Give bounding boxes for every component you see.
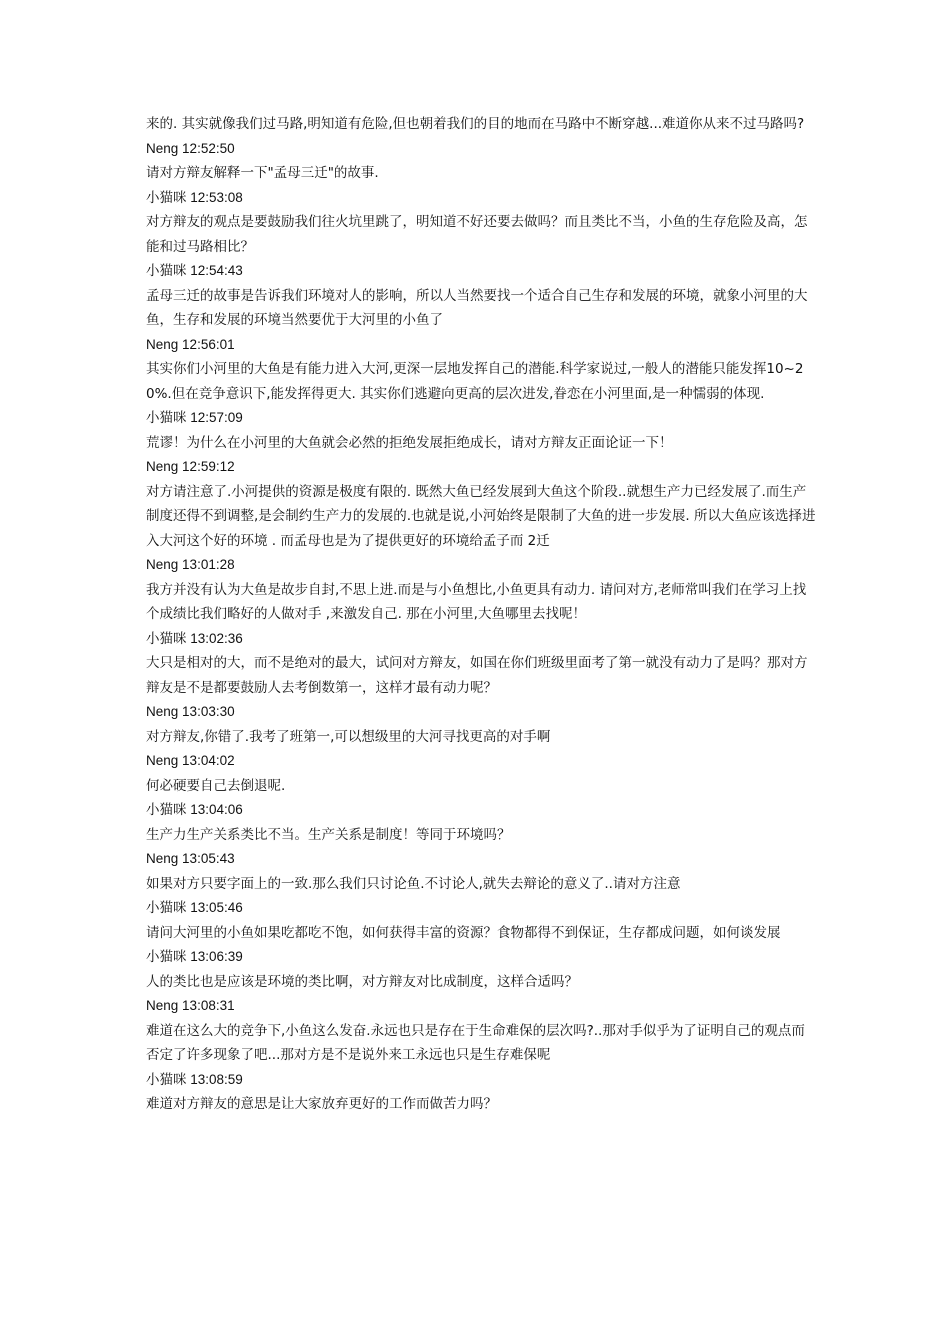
chat-entry [146, 847, 816, 896]
message-timestamp: 12:56:01 [182, 336, 235, 352]
chat-entry [146, 553, 816, 627]
message-text: 对方辩友,你错了.我考了班第一,可以想级里的大河寻找更高的对手啊 [146, 728, 551, 745]
message-timestamp: 13:02:36 [190, 630, 243, 646]
message-timestamp: 13:03:30 [182, 704, 235, 719]
chat-entry [146, 749, 816, 798]
chat-entry [146, 798, 816, 847]
message-text: 其实你们小河里的大鱼是有能力进入大河,更深一层地发挥自己的潜能.科学家说过,一般人的潜能只能发挥10~20%.但在竞争意识下,能发挥得更大. 其实你们逃避向更高的层次进发,眷恋在小河里面,是一种懦弱的体现. [146, 361, 804, 402]
message-timestamp: 13:08:31 [182, 998, 235, 1013]
speaker-name: 小猫咪 [146, 900, 187, 915]
message-timestamp: 12:54:43 [190, 263, 243, 278]
chat-entry [146, 945, 816, 994]
chat-entry [146, 896, 816, 945]
message-text: 我方并没有认为大鱼是故步自封,不思上进.而是与小鱼想比,小鱼更具有动力. 请问对方,老师常叫我们在学习上找个成绩比我们略好的人做对手 ,来激发自己. 那在小河里,大鱼哪里去找呢！ [146, 581, 807, 622]
speaker-name: 小猫咪 [146, 802, 187, 817]
chat-entry [146, 455, 816, 553]
message-timestamp: 13:04:06 [190, 802, 243, 817]
chat-entry [146, 259, 816, 333]
speaker-name: Neng [146, 998, 179, 1013]
message-text: 请问大河里的小鱼如果吃都吃不饱，如何获得丰富的资源？食物都得不到保证，生存都成问题，如何谈发展 [146, 924, 781, 941]
message-text: 何必硬要自己去倒退呢. [146, 777, 286, 794]
message-timestamp: 13:05:46 [190, 900, 243, 915]
message-text: 生产力生产关系类比不当。生产关系是制度！等同于环境吗？ [146, 826, 511, 843]
speaker-name: 小猫咪 [146, 1071, 187, 1087]
speaker-name: Neng [146, 851, 179, 866]
message-text: 难道在这么大的竞争下,小鱼这么发奋.永远也只是存在于生命难保的层次吗?..那对手似乎为了证明自己的观点而否定了许多现象了吧...那对方是不是说外来工永远也只是生存难保呢 [146, 1022, 805, 1063]
speaker-line [146, 455, 816, 480]
speaker-line [146, 945, 816, 970]
message-timestamp: 12:53:08 [190, 189, 243, 205]
chat-entry [146, 137, 816, 186]
chat-entry [146, 186, 816, 260]
message-text: 孟母三迁的故事是告诉我们环境对人的影响，所以人当然要找一个适合自己生存和发展的环境，就象小河里的大鱼，生存和发展的环境当然要优于大河里的小鱼了 [146, 287, 808, 328]
speaker-name: 小猫咪 [146, 949, 187, 964]
speaker-name: 小猫咪 [146, 410, 187, 425]
message-text: 人的类比也是应该是环境的类比啊，对方辩友对比成制度，这样合适吗？ [146, 973, 578, 990]
speaker-name: Neng [146, 336, 179, 352]
message-text: 对方辩友的观点是要鼓励我们往火坑里跳了，明知道不好还要去做吗？而且类比不当，小鱼的生存危险及高，怎能和过马路相比？ [146, 214, 808, 255]
speaker-line [146, 137, 816, 162]
message-text: 难道对方辩友的意思是让大家放弃更好的工作而做苦力吗？ [146, 1096, 497, 1112]
speaker-name: Neng [146, 704, 179, 719]
speaker-line [146, 798, 816, 823]
speaker-name: Neng [146, 459, 179, 474]
message-text: 如果对方只要字面上的一致.那么我们只讨论鱼.不讨论人,就失去辩论的意义了..请对方注意 [146, 875, 681, 892]
message-timestamp: 13:06:39 [190, 949, 243, 964]
message-timestamp: 13:05:43 [182, 851, 235, 866]
speaker-line [146, 627, 816, 652]
chat-entry [146, 112, 816, 137]
chat-entry [146, 333, 816, 407]
speaker-line [146, 259, 816, 284]
message-text: 大只是相对的大，而不是绝对的最大，试问对方辩友，如国在你们班级里面考了第一就没有动力了是吗？那对方辩友是不是都要鼓励人去考倒数第一，这样才最有动力呢？ [146, 655, 808, 696]
speaker-line [146, 1068, 816, 1093]
message-text: 荒谬！为什么在小河里的大鱼就会必然的拒绝发展拒绝成长，请对方辩友正面论证一下！ [146, 434, 673, 451]
speaker-line [146, 749, 816, 774]
speaker-line [146, 847, 816, 872]
chat-entry [146, 700, 816, 749]
speaker-line [146, 553, 816, 578]
speaker-line [146, 994, 816, 1019]
message-text: 对方请注意了.小河提供的资源是极度有限的. 既然大鱼已经发展到大鱼这个阶段..就想生产力已经发展了.而生产制度还得不到调整,是会制约生产力的发展的.也就是说,小河始终是限制了大鱼的进一步发展. 所以大鱼应该选择进入大河这个好的环境 . 而孟母也是为了提供更好的环境给孟子而 2迁 [146, 483, 816, 549]
speaker-line [146, 186, 816, 211]
speaker-line [146, 896, 816, 921]
speaker-name: 小猫咪 [146, 263, 187, 278]
message-timestamp: 13:08:59 [190, 1071, 243, 1087]
chat-entry [146, 994, 816, 1068]
message-timestamp: 12:57:09 [190, 410, 243, 425]
speaker-line [146, 700, 816, 725]
speaker-name: 小猫咪 [146, 630, 187, 646]
speaker-name: Neng [146, 557, 179, 572]
message-text: 请对方辩友解释一下"孟母三迁"的故事. [146, 165, 379, 181]
chat-entry [146, 1068, 816, 1117]
speaker-name: Neng [146, 753, 179, 768]
chat-entry [146, 406, 816, 455]
speaker-name: 小猫咪 [146, 189, 187, 205]
message-timestamp: 12:59:12 [182, 459, 235, 474]
message-timestamp: 13:04:02 [182, 753, 235, 768]
message-text: 来的. 其实就像我们过马路,明知道有危险,但也朝着我们的目的地而在马路中不断穿越...难道你从来不过马路吗? [146, 116, 805, 132]
speaker-name: Neng [146, 140, 179, 156]
chat-transcript [146, 112, 816, 1117]
speaker-line [146, 333, 816, 358]
speaker-line [146, 406, 816, 431]
message-timestamp: 12:52:50 [182, 140, 235, 156]
chat-entry [146, 627, 816, 701]
message-timestamp: 13:01:28 [182, 557, 235, 572]
